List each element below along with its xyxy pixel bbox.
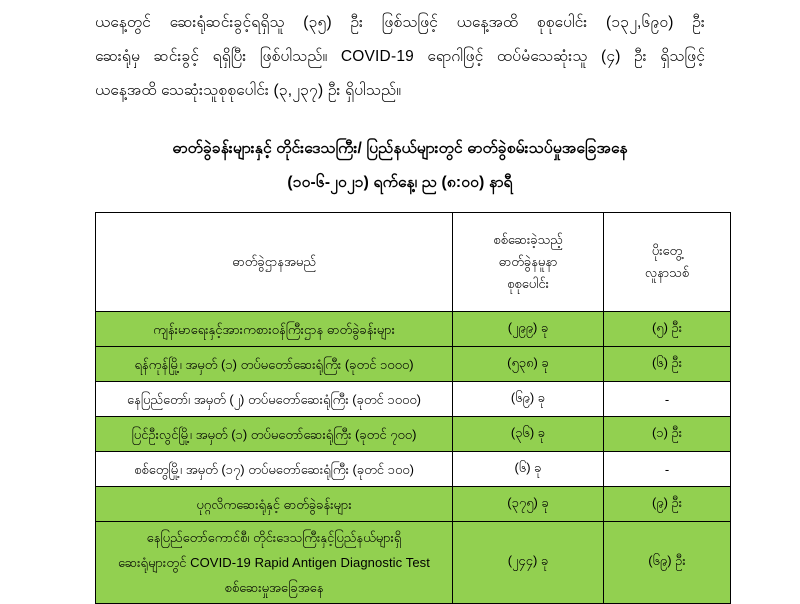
row-positive-count: - [604, 382, 731, 417]
row-tested-count: (၆၉) ခု [453, 382, 604, 417]
row-lab-name [96, 522, 453, 604]
row-positive-count: (၆) ဦး [604, 347, 731, 382]
row-tested-count: (၂၉၉) ခု [453, 312, 604, 347]
table-row [96, 487, 731, 522]
row-tested-count: (၆) ခု [453, 452, 604, 487]
header-total-tested [453, 213, 604, 312]
table-header [96, 213, 731, 312]
table-body [96, 312, 731, 604]
row-lab-name: ကျန်းမာရေးနှင့်အားကစားဝန်ကြီးဌာန ဓာတ်ခွဲခန်းများ [96, 312, 453, 347]
table-header-row [96, 213, 731, 312]
row-lab-name-line-3: စစ်ဆေးမှုအခြေအနေ [224, 580, 324, 595]
row-positive-count: (၆၉) ဦး [604, 522, 731, 604]
row-tested-count: (၃၆) ခု [453, 417, 604, 452]
table-row [96, 417, 731, 452]
header-new-positive-line-1: ပိုးတွေ့ [651, 243, 683, 258]
row-tested-count: (၂၄၄) ခု [453, 522, 604, 604]
header-total-tested-line-2: ဓာတ်ခွဲနမူနာ [498, 254, 558, 269]
row-positive-count: (၅) ဦး [604, 312, 731, 347]
table-row [96, 347, 731, 382]
header-new-positive-line-2: လူနာသစ် [644, 265, 690, 280]
table-row [96, 522, 731, 604]
paragraph-line-2: ဆေးရုံမှ ဆင်းခွင့် ရရှိပြီး ဖြစ်ပါသည်။ COVID-19 ရောဂါဖြင့် ထပ်မံသေဆုံးသူ (၄) ဦး ရှိသဖြင့် [95, 48, 705, 65]
row-lab-name: ပုဂ္ဂလိကဆေးရုံနှင့် ဓာတ်ခွဲခန်းများ [96, 487, 453, 522]
row-lab-name-line-1: နေပြည်တော်ကောင်စီ၊ တိုင်းဒေသကြီးနှင့်ပြည်နယ်များရှိ [146, 530, 402, 545]
section-heading [95, 134, 705, 198]
table-row [96, 452, 731, 487]
row-tested-count: (၅၃၈) ခု [453, 347, 604, 382]
row-lab-name: ပြင်ဦးလွင်မြို့၊ အမှတ် (၁) တပ်မတော်ဆေးရုံကြီး (ခုတင် ၇၀၀) [96, 417, 453, 452]
lab-testing-table [95, 212, 731, 604]
table-row [96, 382, 731, 417]
header-total-tested-line-1: စစ်ဆေးခဲ့သည့် [493, 232, 563, 247]
row-lab-name: ရန်ကုန်မြို့၊ အမှတ် (၁) တပ်မတော်ဆေးရုံကြီး (ခုတင် ၁၀၀၀) [96, 347, 453, 382]
intro-paragraph [95, 0, 705, 108]
heading-line-1: ဓာတ်ခွဲခန်းများနှင့် တိုင်းဒေသကြီး/ ပြည်နယ်များတွင် ဓာတ်ခွဲစမ်းသပ်မှုအခြေအနေ [172, 140, 628, 157]
header-lab-name: ဓာတ်ခွဲဌာနအမည် [96, 213, 453, 312]
heading-line-2: (၁၀-၆-၂၀၂၁) ရက်နေ့၊ ည (၈:၀၀) နာရီ [287, 174, 513, 191]
row-lab-name: နေပြည်တော်၊ အမှတ် (၂) တပ်မတော်ဆေးရုံကြီး (ခုတင် ၁၀၀၀) [96, 382, 453, 417]
row-positive-count: - [604, 452, 731, 487]
row-positive-count: (၉) ဦး [604, 487, 731, 522]
row-positive-count: (၁) ဦး [604, 417, 731, 452]
table-row [96, 312, 731, 347]
header-new-positive [604, 213, 731, 312]
paragraph-line-3: ယနေ့အထိ သေဆုံးသူစုစုပေါင်း (၃,၂၃၇) ဦး ရှိပါသည်။ [95, 82, 402, 99]
paragraph-line-1: ယနေ့တွင် ဆေးရုံဆင်းခွင့်ရရှိသူ (၃၅) ဦး ဖြစ်သဖြင့် ယနေ့အထိ စုစုပေါင်း (၁၃၂,၆၉၀) ဦး [95, 14, 705, 31]
row-lab-name-line-2: ဆေးရုံများတွင် COVID-19 Rapid Antigen Diagnostic Test [118, 555, 430, 570]
row-tested-count: (၃၇၅) ခု [453, 487, 604, 522]
header-total-tested-line-3: စုစုပေါင်း [507, 276, 549, 291]
row-lab-name: စစ်တွေမြို့၊ အမှတ် (၁၇) တပ်မတော်ဆေးရုံကြီး (ခုတင် ၁၀၀) [96, 452, 453, 487]
